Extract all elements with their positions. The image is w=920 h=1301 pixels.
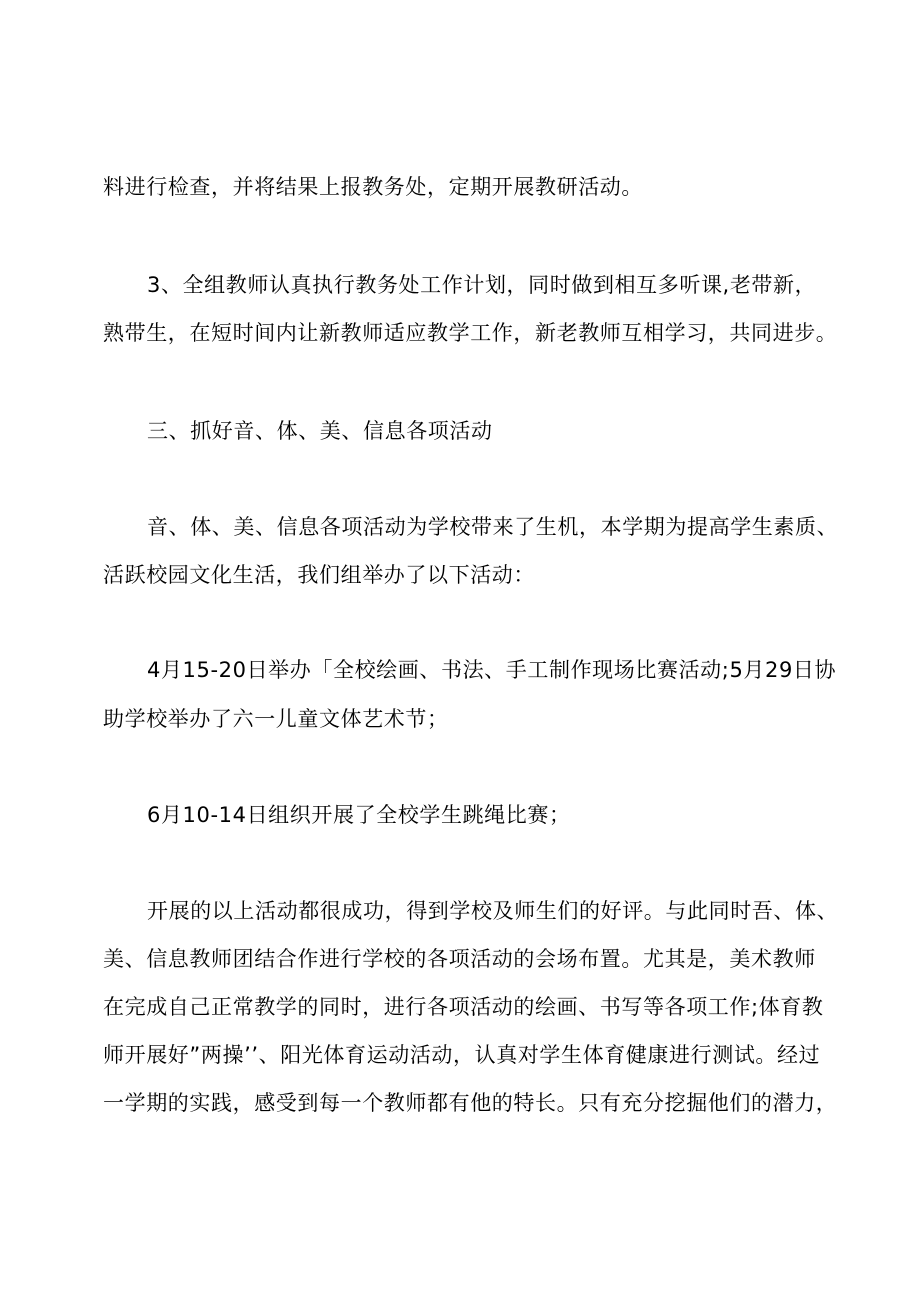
text-line: 助学校举办了六一儿童文体艺术节；	[103, 707, 449, 731]
text-line: 6月10-14日组织开展了全校学生跳绳比赛；	[147, 803, 571, 827]
text-line: 音、体、美、信息各项活动为学校带来了生机，本学期为提高学生素质、	[147, 515, 839, 539]
text-line: 美、信息教师团结合作进行学校的各项活动的会场布置。尤其是，美术教师	[103, 947, 816, 971]
text-line: 开展的以上活动都很成功，得到学校及师生们的好评。与此同时吾、体、	[147, 899, 839, 923]
text-line: 一学期的实践，感受到每一个教师都有他的特长。只有充分挖掘他们的潜力，	[103, 1091, 838, 1115]
text-line: 3、全组教师认真执行教务处工作计划，同时做到相互多听课,老带新，	[147, 273, 817, 297]
text-line: 4月15-20日举办「全校绘画、书法、手工制作现场比赛活动;5月29日协	[147, 658, 837, 682]
text-line: 料进行检查，并将结果上报教务处，定期开展教研活动。	[103, 175, 643, 199]
text-line: 师开展好”两操’’、阳光体育运动活动，认真对学生体育健康进行测试。经过	[103, 1043, 821, 1067]
text-line: 熟带生，在短时间内让新教师适应教学工作，新老教师互相学习，共同进步。	[103, 321, 838, 345]
text-line: 在完成自己正常教学的同时，进行各项活动的绘画、书写等各项工作;体育教	[103, 995, 824, 1019]
text-line: 三、抓好音、体、美、信息各项活动	[147, 419, 493, 443]
text-line: 活跃校园文化生活，我们组举办了以下活动：	[103, 563, 535, 587]
